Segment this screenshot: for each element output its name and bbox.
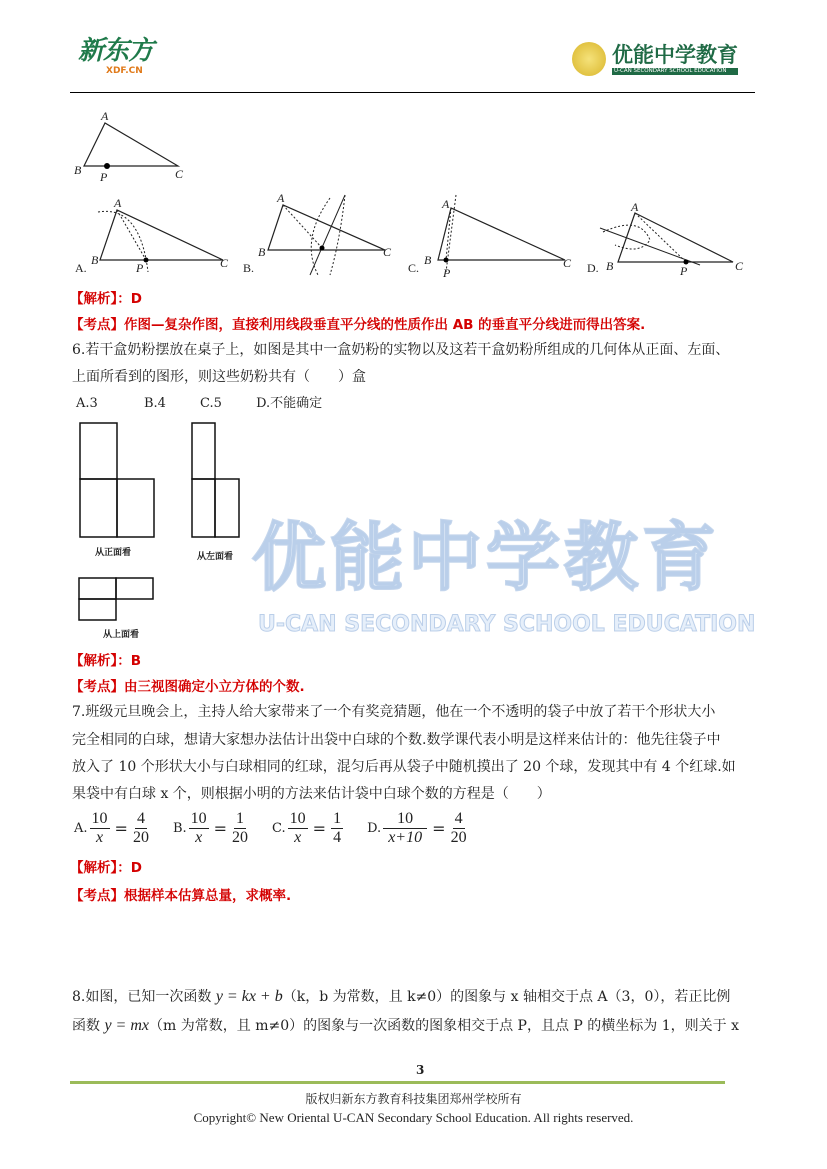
q8-line-1	[72, 988, 730, 1006]
q7-line-4: 果袋中有白球 x 个，则根据小明的方法来估计袋中白球个数的方程是（ ）	[72, 786, 551, 802]
q6-line-2: 上面所看到的图形，则这些奶粉共有（ ）盒	[72, 369, 366, 385]
q7-line-1: 7.班级元旦晚会上，主持人给大家带来了一个有奖竞猜题，他在一个不透明的袋子中放了若干个形状大小	[72, 704, 716, 720]
triangle-original	[84, 123, 178, 166]
label-b: B	[91, 253, 99, 267]
q6-line-1: 6.若干盒奶粉摆放在桌子上，如图是其中一盒奶粉的实物以及这若干盒奶粉所组成的几何体从正面、左面、	[72, 342, 730, 358]
q7-option-c: C. $\frac{10}{x}$ = $\frac{1}{4}$	[272, 810, 342, 846]
option-a-label: A.	[75, 261, 87, 275]
option-c-label: C.	[408, 261, 420, 275]
q8-text: （k，b 为常数，且 k≠0）的图象与 x 轴相交于点 A（3，0），若正比例	[282, 989, 731, 1005]
left-view-bottom-right	[215, 479, 239, 537]
q6-option-c: C.5	[200, 396, 222, 411]
label-c: C	[563, 256, 572, 270]
left-view-bottom-left	[192, 479, 215, 537]
triangle-option-b	[268, 205, 385, 250]
front-view-bottom-left	[80, 479, 117, 537]
q7-option-b: B. $\frac{10}{x}$ = $\frac{1}{20}$	[172, 810, 249, 846]
front-view-caption: 从正面看	[95, 548, 132, 558]
label-c: C	[220, 256, 229, 270]
triangle-option-d	[618, 213, 733, 262]
watermark-main: 优能中学教育	[252, 515, 720, 601]
page-number: 3	[416, 1063, 425, 1077]
q7-option-a: A. $\frac{10}{x}$ = $\frac{4}{20}$	[74, 810, 149, 846]
top-view-cell	[116, 578, 153, 599]
q6-analysis: 【解析】：B	[70, 653, 142, 669]
label-c: C	[735, 259, 744, 273]
q7-line-2: 完全相同的白球，想请大家想办法估计出袋中白球的个数.数学课代表小明是这样来估计的：他先往袋子中	[72, 732, 721, 748]
label-p: P	[680, 264, 688, 278]
label-p: P	[443, 266, 451, 280]
ucan-logo-sub: U-CAN SECONDARY SCHOOL EDUCATION	[612, 68, 738, 75]
option-label: A.	[74, 821, 88, 836]
top-view-cell	[79, 578, 116, 599]
q8-line-2	[72, 1017, 739, 1035]
front-view-bottom-right	[117, 479, 154, 537]
q5-analysis: 【解析】：D	[70, 291, 142, 307]
label-b: B	[606, 259, 614, 273]
label-a: A	[442, 197, 450, 211]
q7-line-3: 放入了 10 个形状大小与白球相同的红球，混匀后再从袋子中随机摸出了 20 个球，发现其中有 4 个红球.如	[72, 759, 736, 775]
xdf-logo-text: 新东方	[78, 36, 154, 66]
q5-point: 【考点】作图—复杂作图，直接利用线段垂直平分线的性质作出 AB 的垂直平分线进而得出答案.	[70, 317, 646, 333]
label-c: C	[383, 245, 392, 259]
label-a: A	[114, 196, 122, 210]
q8-formula: y = mx	[104, 1017, 150, 1034]
label-b: B	[258, 245, 266, 259]
footer-copyright-en: Copyright© New Oriental U-CAN Secondary School Education. All rights reserved.	[193, 1110, 634, 1125]
q7-option-d: D. $\frac{10}{x+10}$ = $\frac{4}{20}$	[367, 810, 467, 846]
q6-option-b: B.4	[143, 396, 166, 411]
top-view-caption: 从上面看	[103, 630, 140, 640]
label-a: A	[631, 200, 639, 214]
q6-option-d: D.不能确定	[256, 396, 323, 411]
q8-formula: y = kx + b	[215, 988, 283, 1005]
q7-analysis: 【解析】：D	[70, 860, 142, 876]
ucan-logo-text: 优能中学教育	[612, 43, 738, 67]
q8-text: 8.如图，已知一次函数	[72, 989, 216, 1005]
q7-point: 【考点】根据样本估算总量，求概率.	[70, 888, 292, 904]
q8-text: （m 为常数，且 m≠0）的图象与一次函数的图象相交于点 P，且点 P 的横坐标为 1，则关于 x	[149, 1018, 739, 1034]
footer-rule	[70, 1081, 725, 1084]
xdf-logo-sub: XDF.CN	[106, 66, 143, 76]
triangle-option-c	[438, 208, 565, 260]
label-c: C	[175, 167, 184, 181]
top-view-cell	[79, 599, 116, 620]
q8-text: 函数	[72, 1018, 105, 1034]
watermark-sub: U-CAN SECONDARY SCHOOL EDUCATION	[258, 612, 756, 637]
triangle-option-a	[100, 210, 223, 260]
q7-options	[74, 810, 491, 847]
label-p: P	[136, 261, 144, 275]
label-b: B	[74, 163, 82, 177]
q6-option-a: A.3	[76, 396, 98, 411]
label-b: B	[424, 253, 432, 267]
option-label: B.	[172, 821, 187, 836]
footer-copyright-cn: 版权归新东方教育科技集团郑州学校所有	[305, 1092, 522, 1106]
q6-options	[76, 395, 322, 413]
q6-point: 【考点】由三视图确定小立方体的个数.	[70, 679, 305, 695]
label-a: A	[277, 191, 285, 205]
label-a: A	[101, 109, 109, 123]
front-view-top	[80, 423, 117, 479]
option-label: D.	[367, 821, 382, 836]
left-view-top	[192, 423, 215, 479]
left-view-caption: 从左面看	[197, 552, 234, 562]
option-label: C.	[272, 821, 286, 836]
label-p: P	[100, 170, 108, 184]
option-d-label: D.	[587, 261, 599, 275]
option-b-label: B.	[243, 261, 255, 275]
